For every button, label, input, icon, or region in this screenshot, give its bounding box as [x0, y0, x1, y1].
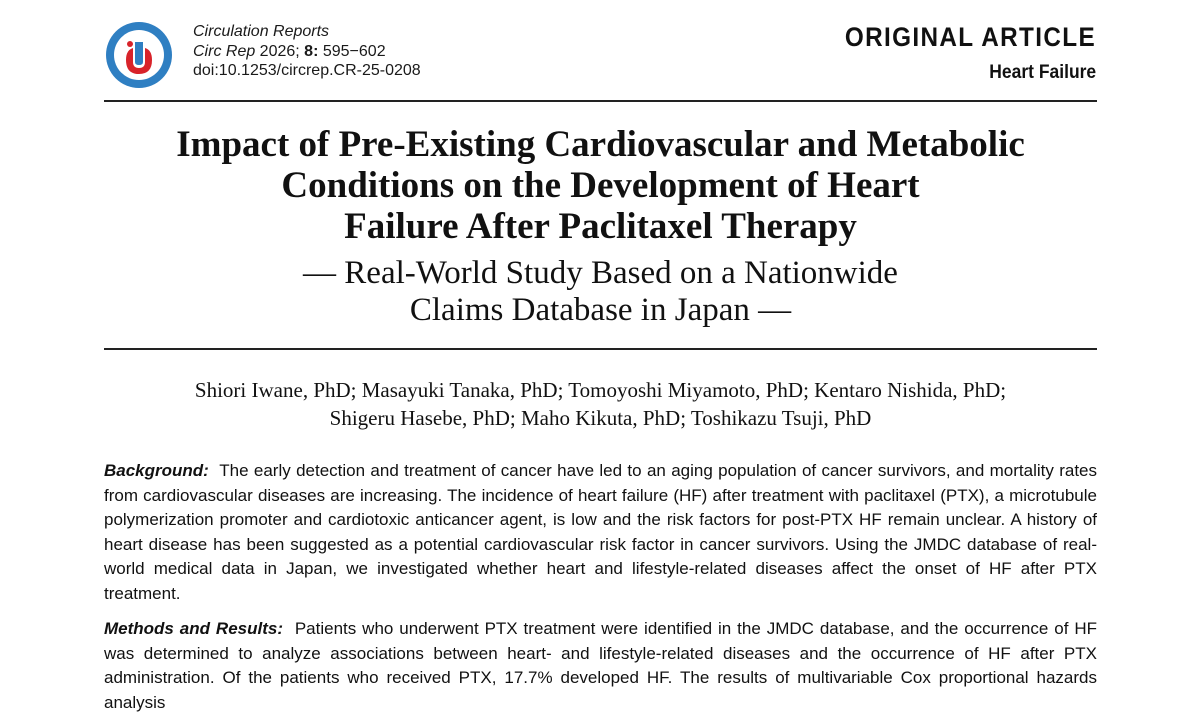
- journal-logo: [106, 22, 172, 88]
- background-label: Background:: [104, 461, 209, 480]
- abstract-background: [104, 459, 1097, 606]
- article-type-label: ORIGINAL ARTICLE: [844, 22, 1096, 52]
- methods-text: Patients who underwent PTX treatment were identified in the JMDC database, and the occurrence of HF was determined to analyze associations between heart- and lifestyle-related diseases and the occurrence of HF after PTX administration. Of the patients who received PTX, 17.7% developed HF. The results of multivariable Cox proportional hazards analysis: [104, 619, 1097, 712]
- article-title: [104, 124, 1097, 247]
- article-category-label: Heart Failure: [989, 62, 1096, 83]
- authors-line-1: Shiori Iwane, PhD; Masayuki Tanaka, PhD; Tomoyoshi Miyamoto, PhD; Kentaro Nishida, PhD;: [194, 378, 1007, 402]
- citation-year: 2026;: [255, 42, 305, 60]
- methods-label: Methods and Results:: [104, 619, 284, 638]
- title-line-2: Conditions on the Development of Heart: [281, 165, 920, 206]
- citation-pages: 595−602: [318, 42, 386, 60]
- author-list: [104, 376, 1097, 432]
- title-line-1: Impact of Pre-Existing Cardiovascular and Metabolic: [176, 124, 1025, 165]
- title-divider: [104, 348, 1097, 350]
- journal-logo-mark-icon: [106, 22, 172, 88]
- abstract-methods: [104, 617, 1097, 715]
- subtitle-line-1: — Real-World Study Based on a Nationwide: [303, 255, 898, 291]
- journal-citation-block: [193, 22, 421, 81]
- doi-link[interactable]: doi:10.1253/circrep.CR-25-0208: [193, 62, 421, 79]
- journal-name: Circulation Reports: [193, 23, 330, 40]
- background-text: The early detection and treatment of cancer have led to an aging population of cancer survivors, and mortality rates from cardiovascular diseases are increasing. The incidence of heart failure (HF) after treatment with paclitaxel (PTX), a microtubule polymerization promoter and cardiotoxic anticancer agent, is low and the risk factors for post-PTX HF remain unclear. A history of heart disease has been suggested as a potential cardiovascular risk factor in cancer survivors. Using the JMDC database of real-world medical data in Japan, we investigated whether heart and lifestyle-related diseases affect the onset of HF after PTX treatment.: [104, 461, 1097, 603]
- header-divider: [104, 100, 1097, 102]
- article-subtitle: [104, 255, 1097, 329]
- citation-line: [193, 42, 421, 62]
- subtitle-line-2: Claims Database in Japan —: [409, 292, 792, 328]
- citation-volume: 8:: [304, 42, 319, 60]
- title-line-3: Failure After Paclitaxel Therapy: [344, 206, 857, 247]
- abstract: [104, 459, 1097, 726]
- authors-line-2: Shigeru Hasebe, PhD; Maho Kikuta, PhD; Toshikazu Tsuji, PhD: [329, 406, 872, 430]
- citation-journal: Circ Rep: [193, 42, 256, 60]
